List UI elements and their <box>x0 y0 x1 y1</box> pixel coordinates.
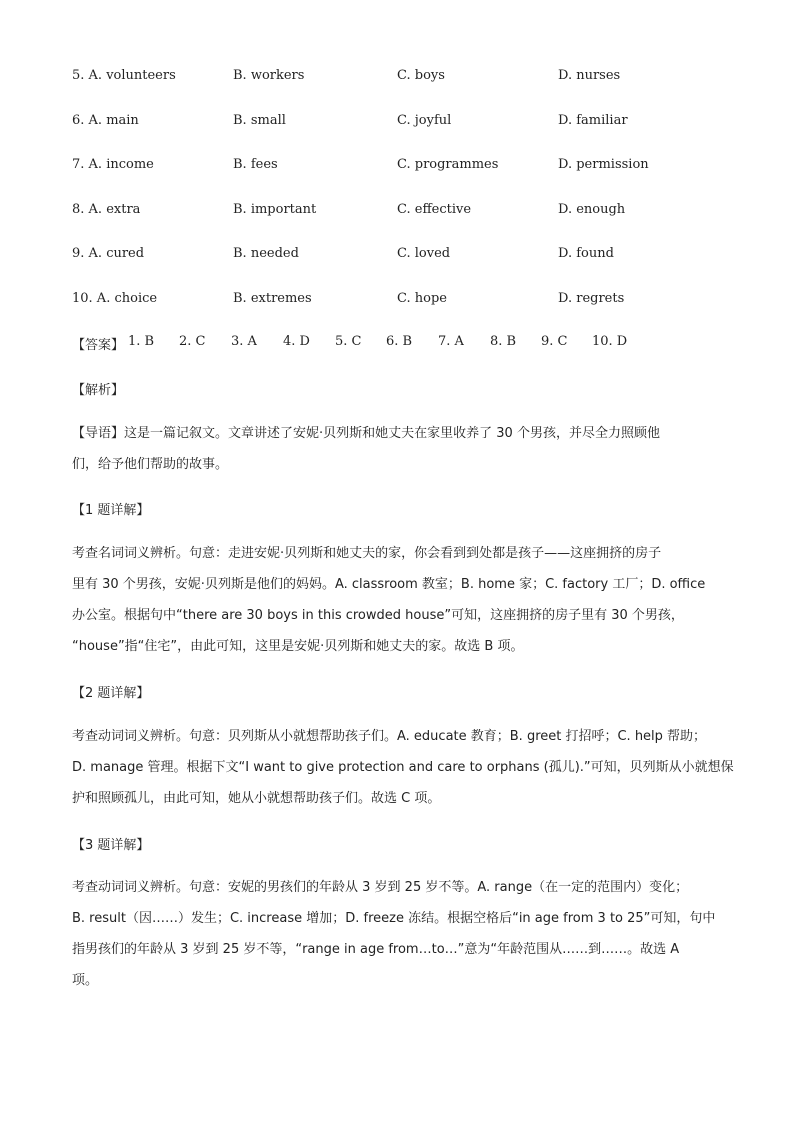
answer-item: 2. C <box>179 334 206 349</box>
option-c: C. effective <box>397 202 472 217</box>
option-d: D. regrets <box>558 291 625 306</box>
q3-heading: 【3 题详解】 <box>72 838 150 853</box>
text-line: 考查名词词义辨析。句意：走进安妮·贝列斯和她丈夫的家，你会看到到处都是孩子——这座拥挤的房子 <box>72 546 662 561</box>
option-a: 7. A. income <box>72 157 154 172</box>
answer-item: 3. A <box>231 334 257 349</box>
text-line: 考查动词词义辨析。句意：贝列斯从小就想帮助孩子们。A. educate 教育；B. greet 打招呼；C. help 帮助； <box>72 729 707 744</box>
answer-item: 10. D <box>592 334 628 349</box>
intro-paragraph <box>72 418 722 480</box>
option-row-9 <box>72 246 752 266</box>
q2-paragraph <box>72 721 734 814</box>
option-b: B. extremes <box>233 291 312 306</box>
text-line: B. result（因……）发生；C. increase 增加；D. freeze 冻结。根据空格后“in age from 3 to 25”可知，句中 <box>72 911 716 926</box>
text-line: “house”指“住宅”，由此可知，这里是安妮·贝列斯和她丈夫的家。故选 B 项。 <box>72 639 524 654</box>
option-d: D. found <box>558 246 614 261</box>
option-row-5 <box>72 68 752 88</box>
option-d: D. permission <box>558 157 649 172</box>
answer-item: 9. C <box>541 334 568 349</box>
text-line: 里有 30 个男孩，安妮·贝列斯是他们的妈妈。A. classroom 教室；B. home 家；C. factory 工厂；D. office <box>72 577 706 592</box>
q2-heading: 【2 题详解】 <box>72 686 150 701</box>
option-c: C. loved <box>397 246 451 261</box>
option-d: D. familiar <box>558 113 628 128</box>
option-b: B. important <box>233 202 317 217</box>
option-a: 8. A. extra <box>72 202 141 217</box>
text-line: 考查动词词义辨析。句意：安妮的男孩们的年龄从 3 岁到 25 岁不等。A. range（在一定的范围内）变化； <box>72 880 689 895</box>
option-a: 6. A. main <box>72 113 139 128</box>
analysis-heading: 【解析】 <box>72 383 125 398</box>
option-c: C. joyful <box>397 113 452 128</box>
answer-item: 8. B <box>490 334 517 349</box>
text-line: 办公室。根据句中“there are 30 boys in this crowded house”可知，这座拥挤的房子里有 30 个男孩， <box>72 608 684 623</box>
option-a: 5. A. volunteers <box>72 68 176 83</box>
option-b: B. needed <box>233 246 299 261</box>
option-c: C. hope <box>397 291 447 306</box>
option-b: B. fees <box>233 157 278 172</box>
answer-item: 1. B <box>128 334 155 349</box>
text-line: 【导语】这是一篇记叙文。文章讲述了安妮·贝列斯和她丈夫在家里收养了 30 个男孩，并尽全力照顾他 <box>72 426 660 441</box>
text-line: D. manage 管理。根据下文“I want to give protection and care to orphans (孤儿).”可知，贝列斯从小就想保 <box>72 760 734 775</box>
q1-heading: 【1 题详解】 <box>72 503 150 518</box>
option-row-7 <box>72 157 752 177</box>
option-row-6 <box>72 113 752 133</box>
option-a: 10. A. choice <box>72 291 158 306</box>
text-line: 们，给予他们帮助的故事。 <box>72 457 229 472</box>
q1-paragraph <box>72 538 722 662</box>
text-line: 护和照顾孤儿，由此可知，她从小就想帮助孩子们。故选 C 项。 <box>72 791 441 806</box>
answer-row <box>72 334 672 354</box>
option-d: D. nurses <box>558 68 621 83</box>
q3-paragraph <box>72 872 722 996</box>
option-b: B. workers <box>233 68 305 83</box>
answer-item: 5. C <box>335 334 362 349</box>
answer-label: 【答案】 <box>72 338 125 353</box>
text-line: 指男孩们的年龄从 3 岁到 25 岁不等，“range in age from…to…”意为“年龄范围从……到……。故选 A <box>72 942 680 957</box>
option-row-8 <box>72 202 752 222</box>
option-c: C. boys <box>397 68 445 83</box>
option-b: B. small <box>233 113 286 128</box>
option-d: D. enough <box>558 202 626 217</box>
text-line: 项。 <box>72 973 99 988</box>
option-row-10 <box>72 291 752 311</box>
option-a: 9. A. cured <box>72 246 145 261</box>
option-c: C. programmes <box>397 157 499 172</box>
answer-item: 7. A <box>438 334 464 349</box>
answer-item: 4. D <box>283 334 310 349</box>
answer-item: 6. B <box>386 334 413 349</box>
